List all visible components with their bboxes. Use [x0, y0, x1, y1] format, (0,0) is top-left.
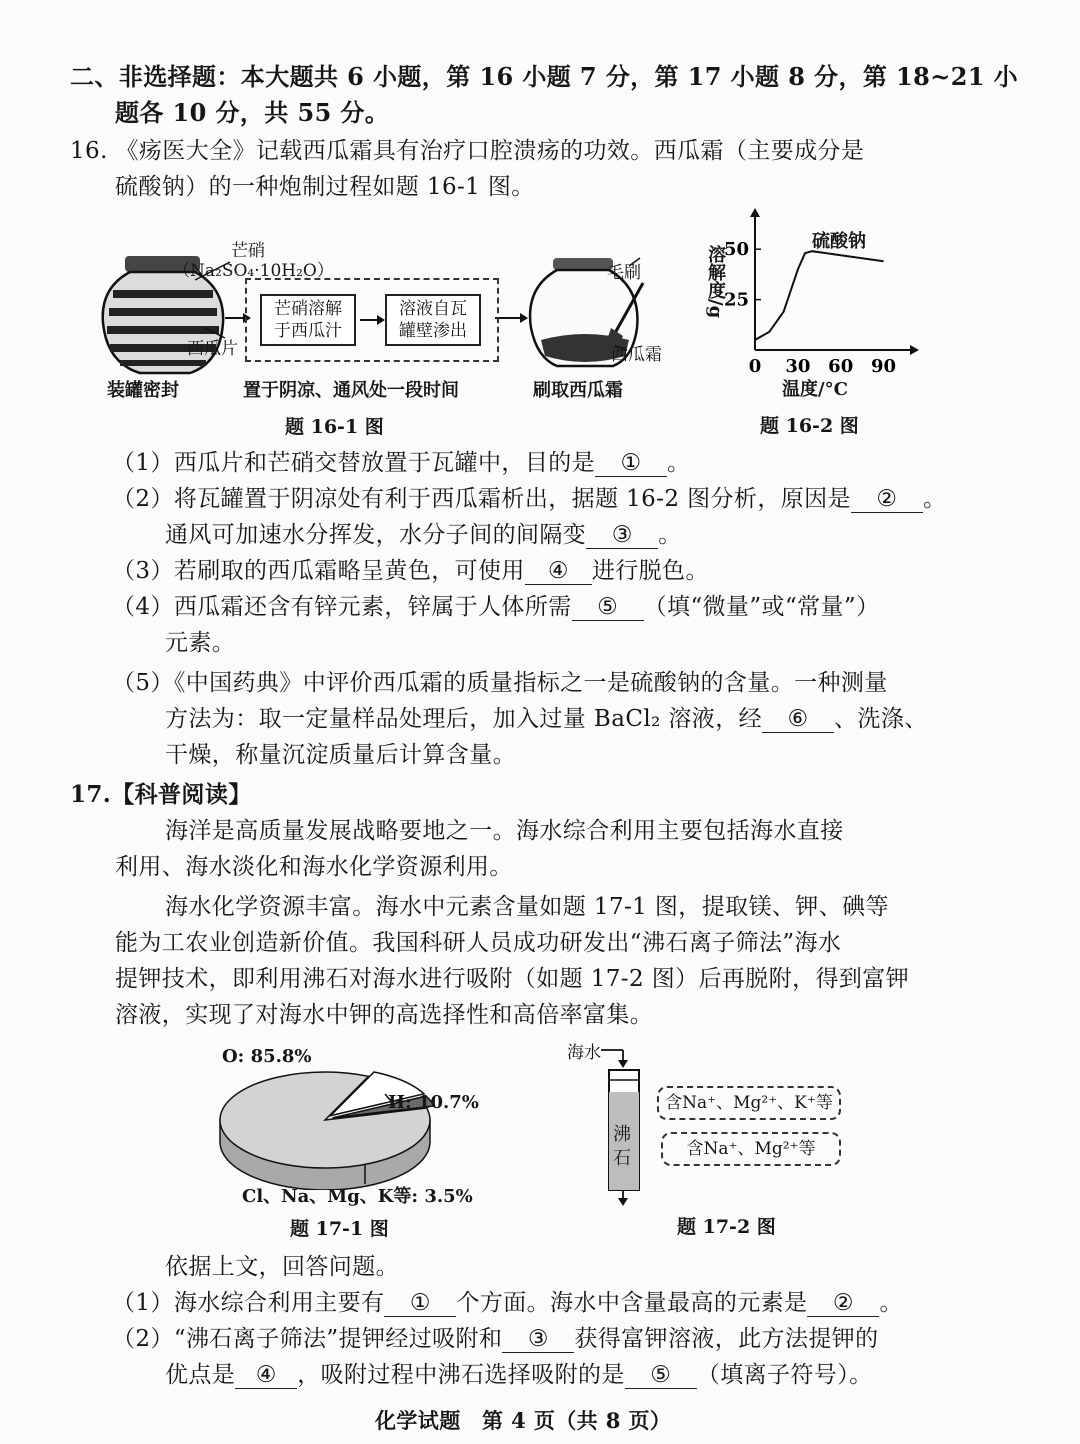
zeolite-char-2: 石	[613, 1148, 631, 1169]
figure-16-1-caption: 题 16-1 图	[285, 416, 384, 438]
pie-label-o: O: 85.8%	[222, 1046, 312, 1067]
q17-sub1: （1）海水综合利用主要有 ① 个方面。海水中含量最高的元素是 ② 。	[112, 1290, 903, 1316]
y-tick-label: 25	[723, 289, 749, 311]
haishui-label: 海水	[567, 1043, 601, 1063]
blank-17-2: ②	[807, 1290, 879, 1317]
q17-p2-line1: 海水化学资源丰富。海水中元素含量如题 17-1 图，提取镁、钾、碘等	[165, 894, 889, 920]
step-brush-label: 刷取西瓜霜	[533, 380, 623, 401]
section-header-line2: 题各 10 分，共 55 分。	[115, 98, 390, 127]
ion-box-top: 含Na⁺、Mg²⁺、K⁺等	[657, 1086, 841, 1120]
figure-17-1-caption: 题 17-1 图	[290, 1218, 389, 1240]
q16-sub1: （1）西瓜片和芒硝交替放置于瓦罐中，目的是 ① 。	[112, 450, 691, 476]
blank-3: ③	[586, 522, 658, 549]
q17-p1-line2: 利用、海水淡化和海水化学资源利用。	[115, 854, 513, 880]
x-tick-label: 30	[785, 356, 811, 377]
mangxiao-label: 芒硝	[231, 241, 265, 261]
x-tick-label: 90	[871, 356, 897, 377]
q17-p1-line1: 海洋是高质量发展战略要地之一。海水综合利用主要包括海水直接	[165, 818, 844, 844]
q16-sub2-line1: （2）将瓦罐置于阴凉处有利于西瓜霜析出，据题 16-2 图分析，原因是 ② 。	[112, 486, 947, 512]
q16-sub4-line1: （4）西瓜霜还含有锌元素，锌属于人体所需 ⑤ （填“微量”或“常量”）	[112, 594, 880, 620]
page-footer: 化学试题 第 4 页（共 8 页）	[375, 1408, 672, 1433]
q17-p2-line3: 提钾技术，即利用沸石对海水进行吸附（如题 17-2 图）后再脱附，得到富钾	[115, 966, 910, 992]
chart-series-label: 硫酸钠	[812, 231, 866, 252]
process-step-seep: 溶液自瓦 罐壁渗出	[385, 294, 481, 346]
q17-title: 17.【科普阅读】	[70, 781, 252, 808]
chart-ylabel: 溶解度/g	[705, 245, 726, 319]
blank-4: ④	[525, 558, 592, 585]
section-header-line1: 二、非选择题：本大题共 6 小题，第 16 小题 7 分，第 17 小题 8 分，第 18~21 小	[70, 62, 1019, 91]
x-tick-label: 0	[748, 356, 762, 377]
pie-label-other: Cl、Na、Mg、K等: 3.5%	[242, 1186, 473, 1207]
q17-lead: 依据上文，回答问题。	[165, 1254, 399, 1280]
q17-sub2-line2: 优点是 ④ ，吸附过程中沸石选择吸附的是 ⑤ （填离子符号）。	[165, 1362, 873, 1388]
q17-sub2-line1: （2）“沸石离子筛法”提钾经过吸附和 ③ 获得富钾溶液，此方法提钾的	[112, 1326, 879, 1352]
q16-sub5-line1: （5）《中国药典》中评价西瓜霜的质量指标之一是硫酸钠的含量。一种测量	[112, 670, 888, 696]
blank-6: ⑥	[762, 706, 834, 733]
blank-1: ①	[595, 450, 667, 477]
q16-intro-line1: 16. 《疡医大全》记载西瓜霜具有治疗口腔溃疡的功效。西瓜霜（主要成分是	[70, 138, 865, 164]
blank-17-1: ①	[384, 1290, 456, 1317]
solubility-curve	[755, 251, 884, 340]
pie-label-h: H: 10.7%	[388, 1092, 479, 1113]
q16-sub3: （3）若刷取的西瓜霜略呈黄色，可使用 ④ 进行脱色。	[112, 558, 709, 584]
q16-sub4-line2: 元素。	[165, 630, 236, 656]
blank-17-5: ⑤	[625, 1362, 697, 1389]
x-tick-label: 60	[828, 356, 854, 377]
xiguapian-label: 西瓜片	[187, 339, 238, 359]
y-tick-label: 50	[723, 239, 749, 261]
q17-p2-line4: 溶液，实现了对海水中钾的高选择性和高倍率富集。	[115, 1002, 654, 1028]
figure-17-2	[565, 1036, 865, 1246]
q17-p2-line2: 能为工农业创造新价值。我国科研人员成功研发出“沸石离子筛法”海水	[115, 930, 842, 956]
process-step-dissolve: 芒硝溶解 于西瓜汁	[260, 294, 356, 346]
figure-17-2-caption: 题 17-2 图	[677, 1216, 776, 1238]
q16-sub5-line3: 干燥，称量沉淀质量后计算含量。	[165, 742, 516, 768]
mangxiao-formula: （Na₂SO₄·10H₂O）	[173, 261, 334, 281]
blank-5: ⑤	[572, 594, 644, 621]
blank-17-3: ③	[502, 1326, 574, 1353]
step-ventilate-label: 置于阴凉、通风处一段时间	[243, 380, 459, 401]
q16-sub5-line2: 方法为：取一定量样品处理后，加入过量 BaCl₂ 溶液，经 ⑥ 、洗涤、	[165, 706, 928, 732]
q16-sub2-line2: 通风可加速水分挥发，水分子间的间隔变 ③ 。	[165, 522, 682, 548]
figure-16-1	[95, 228, 695, 448]
chart-xlabel: 温度/°C	[782, 379, 848, 400]
figure-16-2	[700, 205, 930, 440]
x-axis-arrow	[910, 345, 919, 355]
y-axis-arrow	[750, 208, 760, 217]
zeolite-char-1: 沸	[613, 1124, 631, 1145]
zeolite-column-drawing	[565, 1036, 865, 1206]
ion-box-bottom: 含Na⁺、Mg²⁺等	[661, 1132, 841, 1166]
figure-16-2-caption: 题 16-2 图	[760, 415, 859, 437]
blank-17-4: ④	[235, 1362, 297, 1389]
maoshua-label: 毛刷	[607, 263, 641, 283]
figure-17-1	[210, 1040, 500, 1240]
xiguashuang-label: 西瓜霜	[611, 345, 662, 365]
q16-intro-line2: 硫酸钠）的一种炮制过程如题 16-1 图。	[115, 174, 535, 200]
step-seal-label: 装罐密封	[107, 380, 179, 401]
blank-2: ②	[851, 486, 923, 513]
